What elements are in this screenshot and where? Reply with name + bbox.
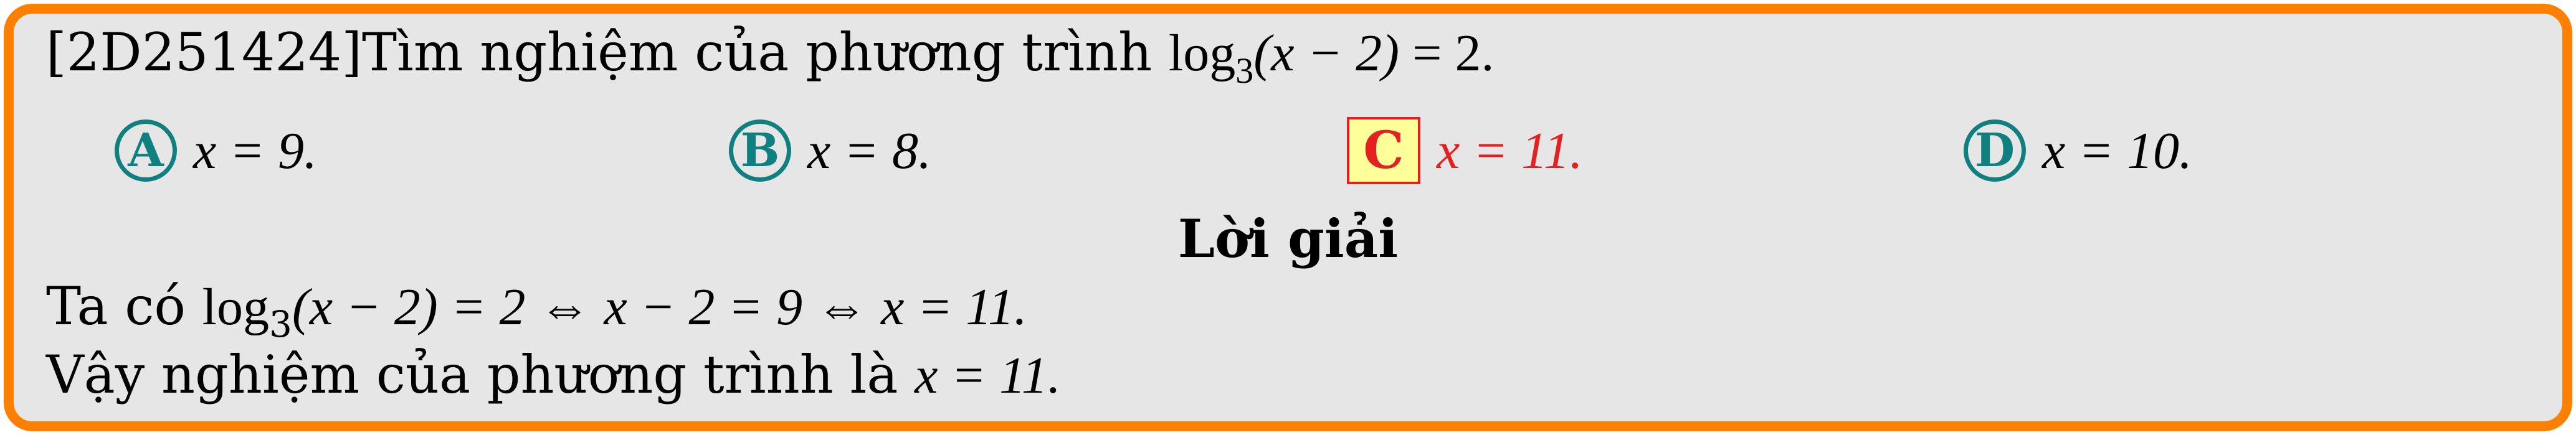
solution-line-1-log: log [202, 278, 269, 336]
equation-rhs: = 2. [1399, 24, 1495, 82]
option-c[interactable] [1347, 116, 1583, 185]
question-code: [2D251424] [46, 22, 362, 83]
option-d-text: x = 10. [2042, 121, 2192, 180]
solution-heading: Lời giải [1177, 208, 1399, 269]
question-line [46, 21, 1495, 90]
option-a-text: x = 9. [193, 121, 317, 180]
option-d[interactable] [1964, 116, 2192, 185]
solution-line-1-prefix: Ta có [46, 276, 202, 337]
question-prompt: Tìm nghiệm của phương trình [362, 22, 1153, 83]
question-equation [1168, 24, 1495, 91]
option-b-badge: B [729, 119, 791, 182]
option-c-badge: C [1347, 117, 1420, 184]
solution-line-1 [46, 275, 1027, 343]
solution-line-1-rest: (x − 2) = 2 ⇔ x − 2 = 9 ⇔ x = 11. [292, 278, 1027, 336]
solution-line-2-prefix: Vậy nghiệm của phương trình là [46, 344, 915, 405]
solution-line-2 [46, 344, 1061, 407]
option-a-badge: A [115, 119, 177, 182]
log-argument: (x − 2) [1253, 24, 1400, 82]
log-function: log [1168, 24, 1236, 82]
question-box [4, 4, 2572, 431]
solution-line-1-base: 3 [269, 303, 292, 345]
option-b[interactable] [729, 116, 931, 185]
option-d-badge: D [1964, 119, 2026, 182]
option-b-text: x = 8. [807, 121, 931, 180]
option-a[interactable] [115, 116, 317, 185]
solution-line-2-result: x = 11. [915, 347, 1061, 405]
log-base: 3 [1235, 50, 1254, 91]
option-c-text: x = 11. [1437, 121, 1583, 180]
